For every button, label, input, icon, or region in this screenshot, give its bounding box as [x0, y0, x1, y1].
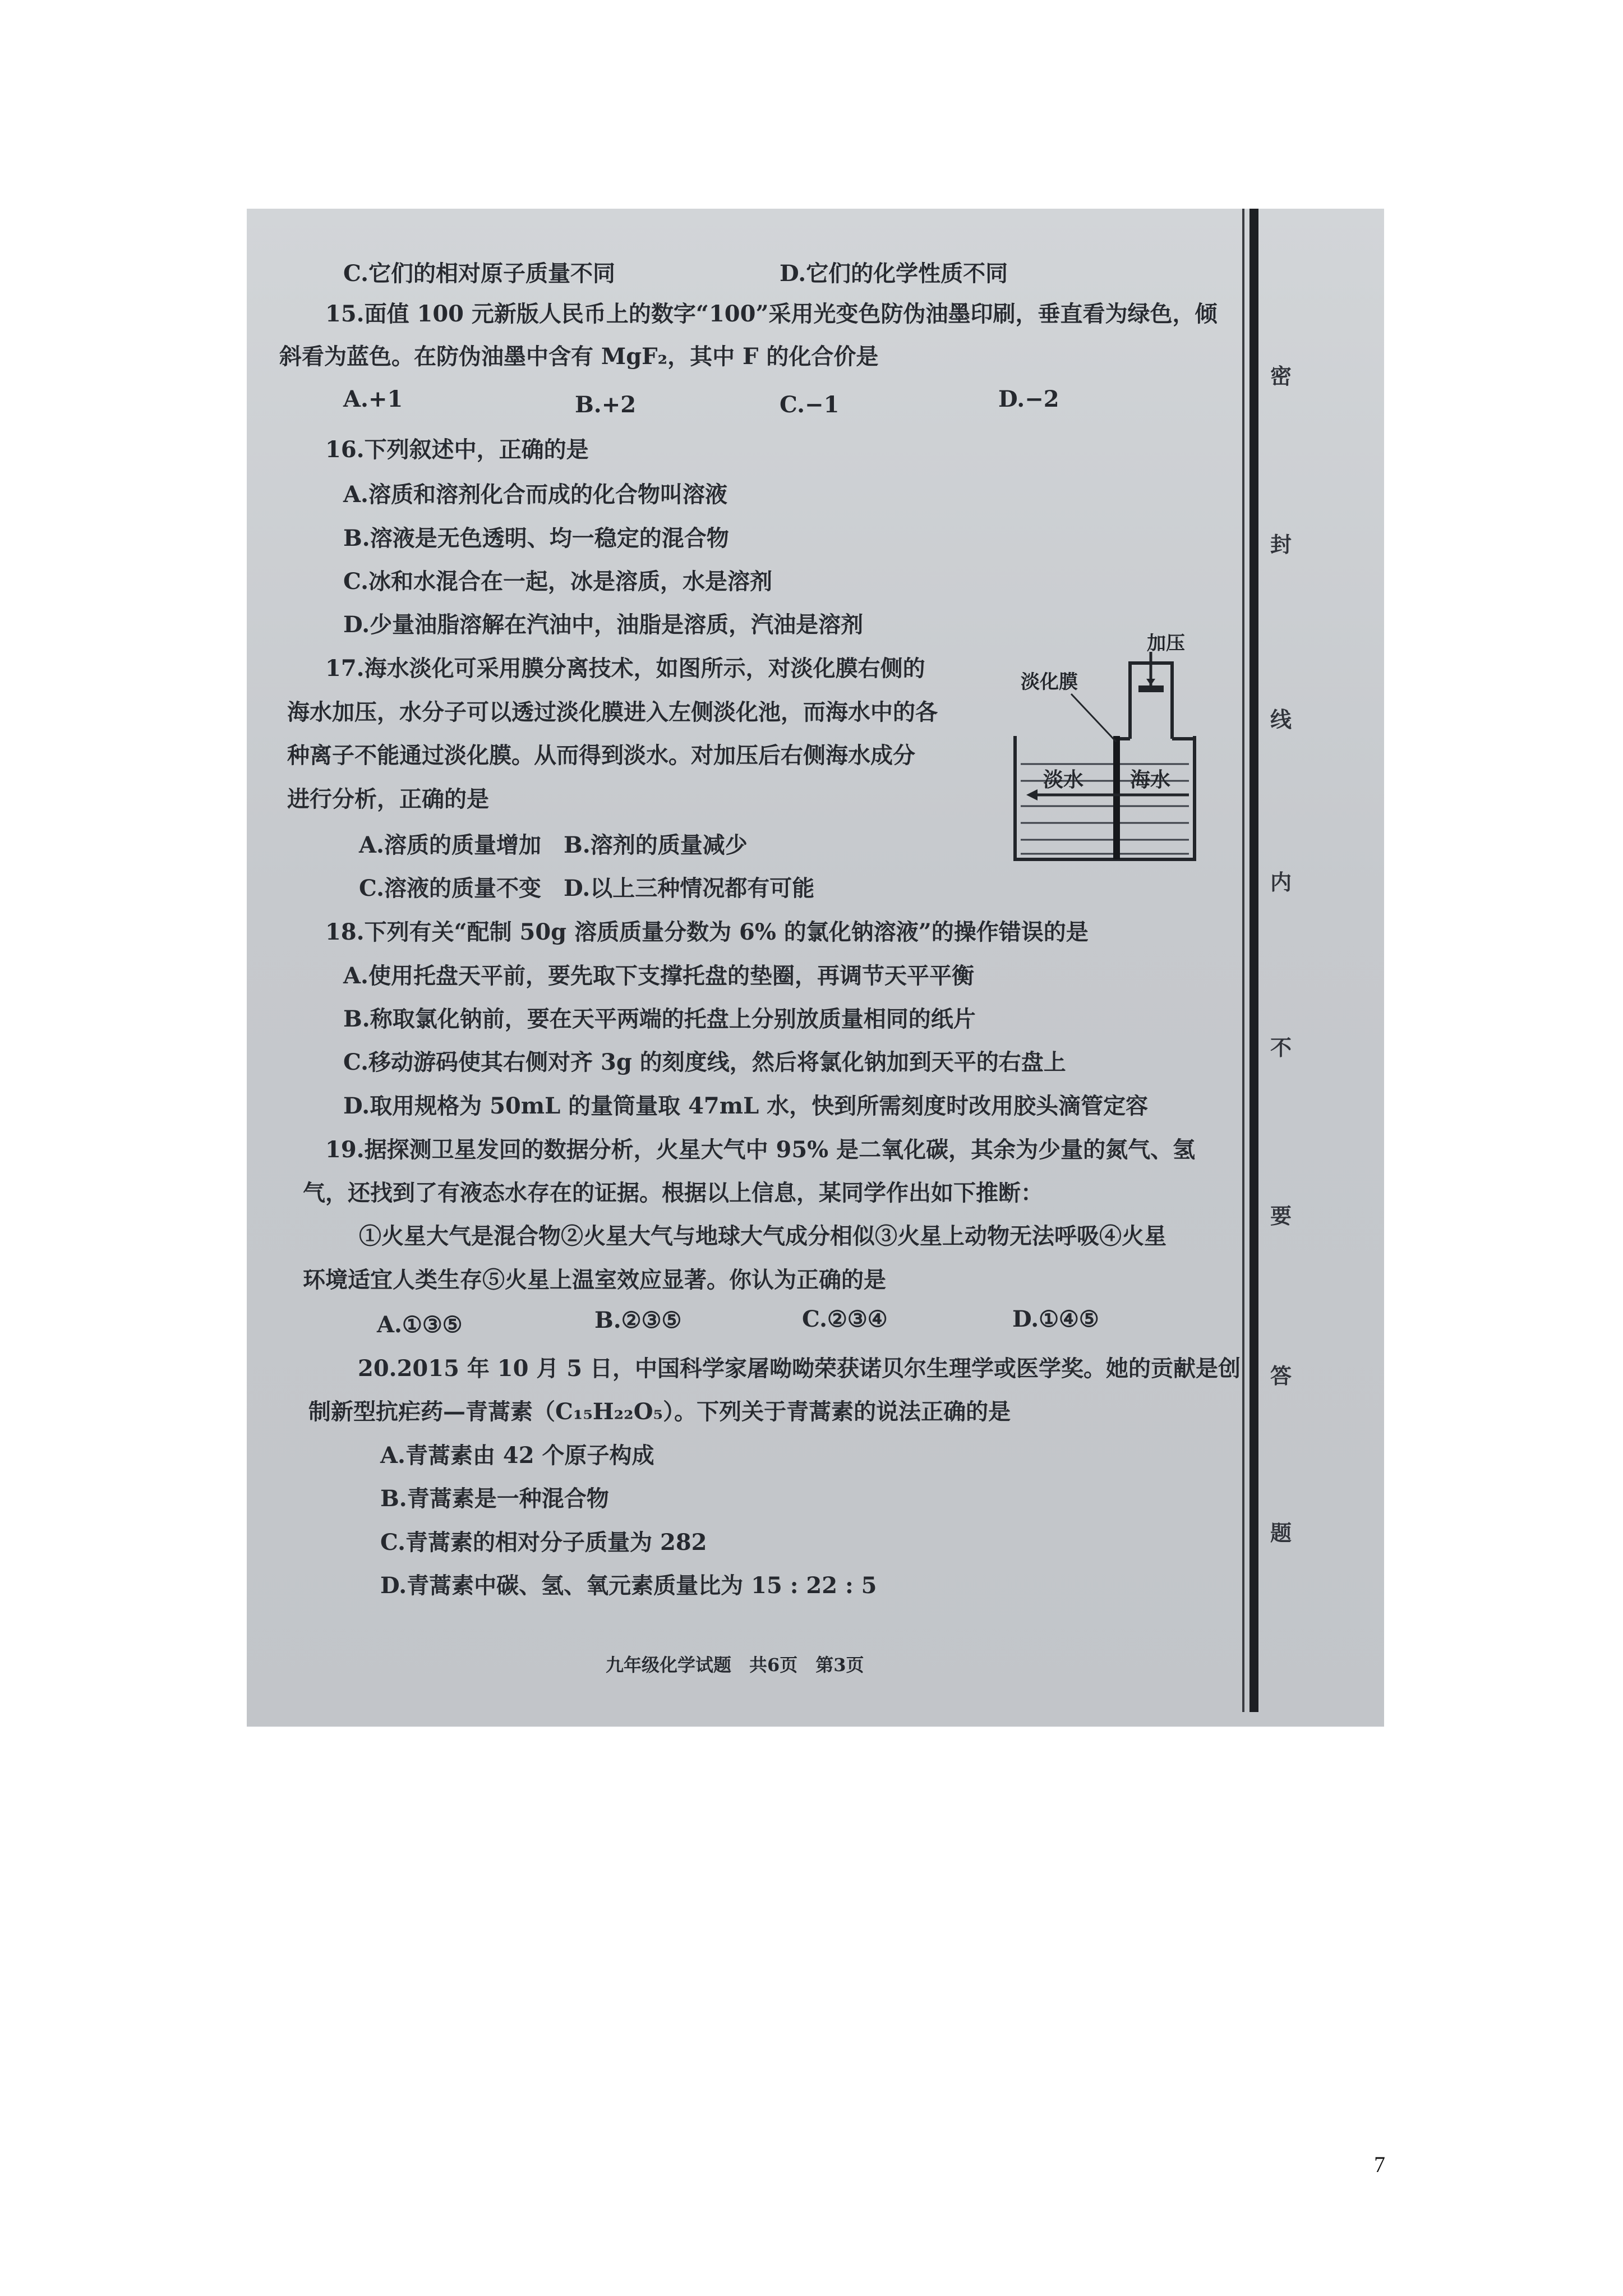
q17-stem-line2: 海水加压，水分子可以透过淡化膜进入左侧淡化池，而海水中的各 — [287, 699, 938, 725]
q14-option-d: D.它们的化学性质不同 — [780, 260, 1008, 287]
q19-option-a: A.①③⑤ — [377, 1312, 463, 1338]
binding-rule-thin — [1242, 209, 1244, 1712]
label-pressure: 加压 — [1147, 632, 1185, 655]
seal-char-7: 答 — [1270, 1363, 1292, 1388]
q17-stem-line3: 种离子不能通过淡化膜。从而得到淡水。对加压后右侧海水成分 — [287, 742, 915, 769]
seal-char-2: 封 — [1270, 532, 1292, 557]
q20-option-c: C.青蒿素的相对分子质量为 282 — [380, 1529, 707, 1556]
q18-option-c: C.移动游码使其右侧对齐 3g 的刻度线，然后将氯化钠加到天平的右盘上 — [343, 1049, 1066, 1075]
q15-stem-line1: 15.面值 100 元新版人民币上的数字“100”采用光变色防伪油墨印刷，垂直看为绿色，倾 — [325, 301, 1218, 327]
q16-option-d: D.少量油脂溶解在汽油中，油脂是溶质，汽油是溶剂 — [343, 611, 864, 638]
label-membrane: 淡化膜 — [1021, 671, 1078, 693]
q17-options-row1: A.溶质的质量增加 B.溶剂的质量减少 — [359, 832, 748, 858]
binding-rule-thick — [1249, 209, 1258, 1712]
exam-photo — [247, 209, 1384, 1727]
q15-option-d: D.−2 — [998, 386, 1059, 412]
q19-stem-line1: 19.据探测卫星发回的数据分析，火星大气中 95% 是二氧化碳，其余为少量的氮气、氢 — [325, 1137, 1196, 1163]
q14-option-c: C.它们的相对原子质量不同 — [343, 260, 616, 287]
seal-char-4: 内 — [1270, 869, 1292, 895]
page-number: 7 — [1374, 2152, 1385, 2177]
q20-stem-line2: 制新型抗疟药—青蒿素（C₁₅H₂₂O₅）。下列关于青蒿素的说法正确的是 — [308, 1398, 1011, 1425]
seal-char-3: 线 — [1270, 707, 1292, 732]
q16-option-a: A.溶质和溶剂化合而成的化合物叫溶液 — [343, 481, 727, 508]
q17-stem-line1: 17.海水淡化可采用膜分离技术，如图所示，对淡化膜右侧的 — [325, 655, 925, 682]
seal-char-6: 要 — [1270, 1203, 1292, 1228]
q16-option-c: C.冰和水混合在一起，冰是溶质，水是溶剂 — [343, 568, 773, 595]
q17-stem-line4: 进行分析，正确的是 — [287, 786, 489, 812]
label-fresh-water: 淡水 — [1043, 769, 1084, 792]
q19-option-d: D.①④⑤ — [1012, 1306, 1099, 1332]
q16-stem: 16.下列叙述中，正确的是 — [325, 436, 589, 463]
q18-option-b: B.称取氯化钠前，要在天平两端的托盘上分别放质量相同的纸片 — [343, 1006, 976, 1032]
q20-stem-line1: 20.2015 年 10 月 5 日，中国科学家屠呦呦荣获诺贝尔生理学或医学奖。她的贡献是创 — [358, 1355, 1241, 1382]
q18-stem: 18.下列有关“配制 50g 溶质质量分数为 6% 的氯化钠溶液”的操作错误的是 — [325, 919, 1089, 945]
q15-option-c: C.−1 — [780, 392, 840, 418]
q20-option-a: A.青蒿素由 42 个原子构成 — [380, 1442, 654, 1469]
q19-stem-line2: 气，还找到了有液态水存在的证据。根据以上信息，某同学作出如下推断： — [303, 1180, 1043, 1206]
q20-option-b: B.青蒿素是一种混合物 — [380, 1485, 609, 1512]
q19-stem-line3: ①火星大气是混合物②火星大气与地球大气成分相似③火星上动物无法呼吸④火星 — [359, 1223, 1166, 1249]
seal-char-5: 不 — [1270, 1035, 1292, 1060]
q15-option-a: A.+1 — [343, 386, 403, 412]
q20-option-d: D.青蒿素中碳、氢、氧元素质量比为 15 : 22 : 5 — [380, 1572, 877, 1599]
q19-option-c: C.②③④ — [802, 1306, 888, 1332]
q17-options-row2: C.溶液的质量不变 D.以上三种情况都有可能 — [359, 875, 815, 901]
exam-footer: 九年级化学试题 共6页 第3页 — [606, 1654, 864, 1676]
membrane-desalination-diagram — [1004, 632, 1206, 876]
q19-option-b: B.②③⑤ — [594, 1307, 682, 1333]
seal-char-8: 题 — [1270, 1520, 1292, 1545]
q16-option-b: B.溶液是无色透明、均一稳定的混合物 — [343, 525, 729, 551]
q18-option-a: A.使用托盘天平前，要先取下支撑托盘的垫圈，再调节天平平衡 — [343, 963, 974, 989]
label-sea-water: 海水 — [1130, 769, 1171, 792]
q19-stem-line4: 环境适宜人类生存⑤火星上温室效应显著。你认为正确的是 — [303, 1267, 886, 1293]
q18-option-d: D.取用规格为 50mL 的量筒量取 47mL 水，快到所需刻度时改用胶头滴管定容 — [343, 1093, 1149, 1119]
q15-stem-line2: 斜看为蓝色。在防伪油墨中含有 MgF₂，其中 F 的化合价是 — [279, 343, 879, 370]
seal-char-1: 密 — [1270, 364, 1292, 389]
q15-option-b: B.+2 — [575, 392, 637, 418]
